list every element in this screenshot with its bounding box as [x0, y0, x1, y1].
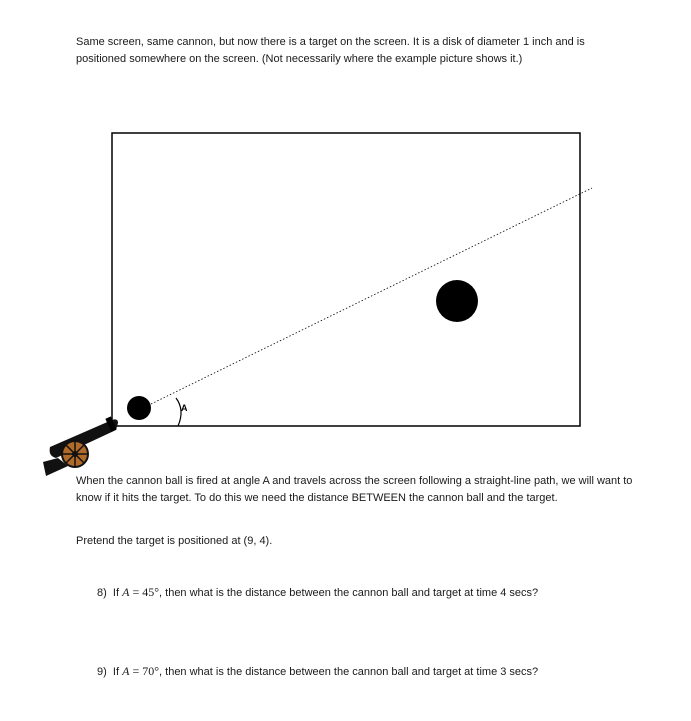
cannon-ball — [127, 396, 151, 420]
question-9 — [97, 663, 538, 680]
angle-variable: A — [122, 664, 130, 678]
angle-label: A — [181, 403, 188, 413]
question-text: , then what is the distance between the cannon ball and target at time 3 secs? — [159, 666, 539, 678]
question-prefix: If — [112, 587, 120, 599]
question-number: 8) — [97, 587, 107, 599]
cannon-icon — [43, 416, 118, 476]
angle-variable: A — [122, 585, 130, 599]
explanation-paragraph: When the cannon ball is fired at angle A and travels across the screen following a straight-line path, we will want to know if it hits the target. To do this we need the distance BETWEEN the cannon ball and the target. — [76, 475, 633, 504]
angle-value: 45° — [142, 585, 160, 599]
trajectory-line — [151, 188, 592, 404]
question-prefix: If — [112, 666, 120, 678]
angle-value: 70° — [142, 664, 160, 678]
target-disk — [436, 280, 478, 322]
question-text: , then what is the distance between the cannon ball and target at time 4 secs? — [159, 587, 539, 599]
equals-sign: = — [132, 664, 140, 678]
target-position-text: Pretend the target is positioned at (9, 4). — [76, 535, 273, 547]
screen-rectangle — [112, 133, 580, 426]
equals-sign: = — [132, 585, 140, 599]
question-8 — [97, 584, 538, 601]
question-number: 9) — [97, 666, 107, 678]
intro-paragraph: Same screen, same cannon, but now there is a target on the screen. It is a disk of diameter 1 inch and is positioned somewhere on the screen. (Not necessarily where the example picture shows it.) — [76, 36, 585, 65]
